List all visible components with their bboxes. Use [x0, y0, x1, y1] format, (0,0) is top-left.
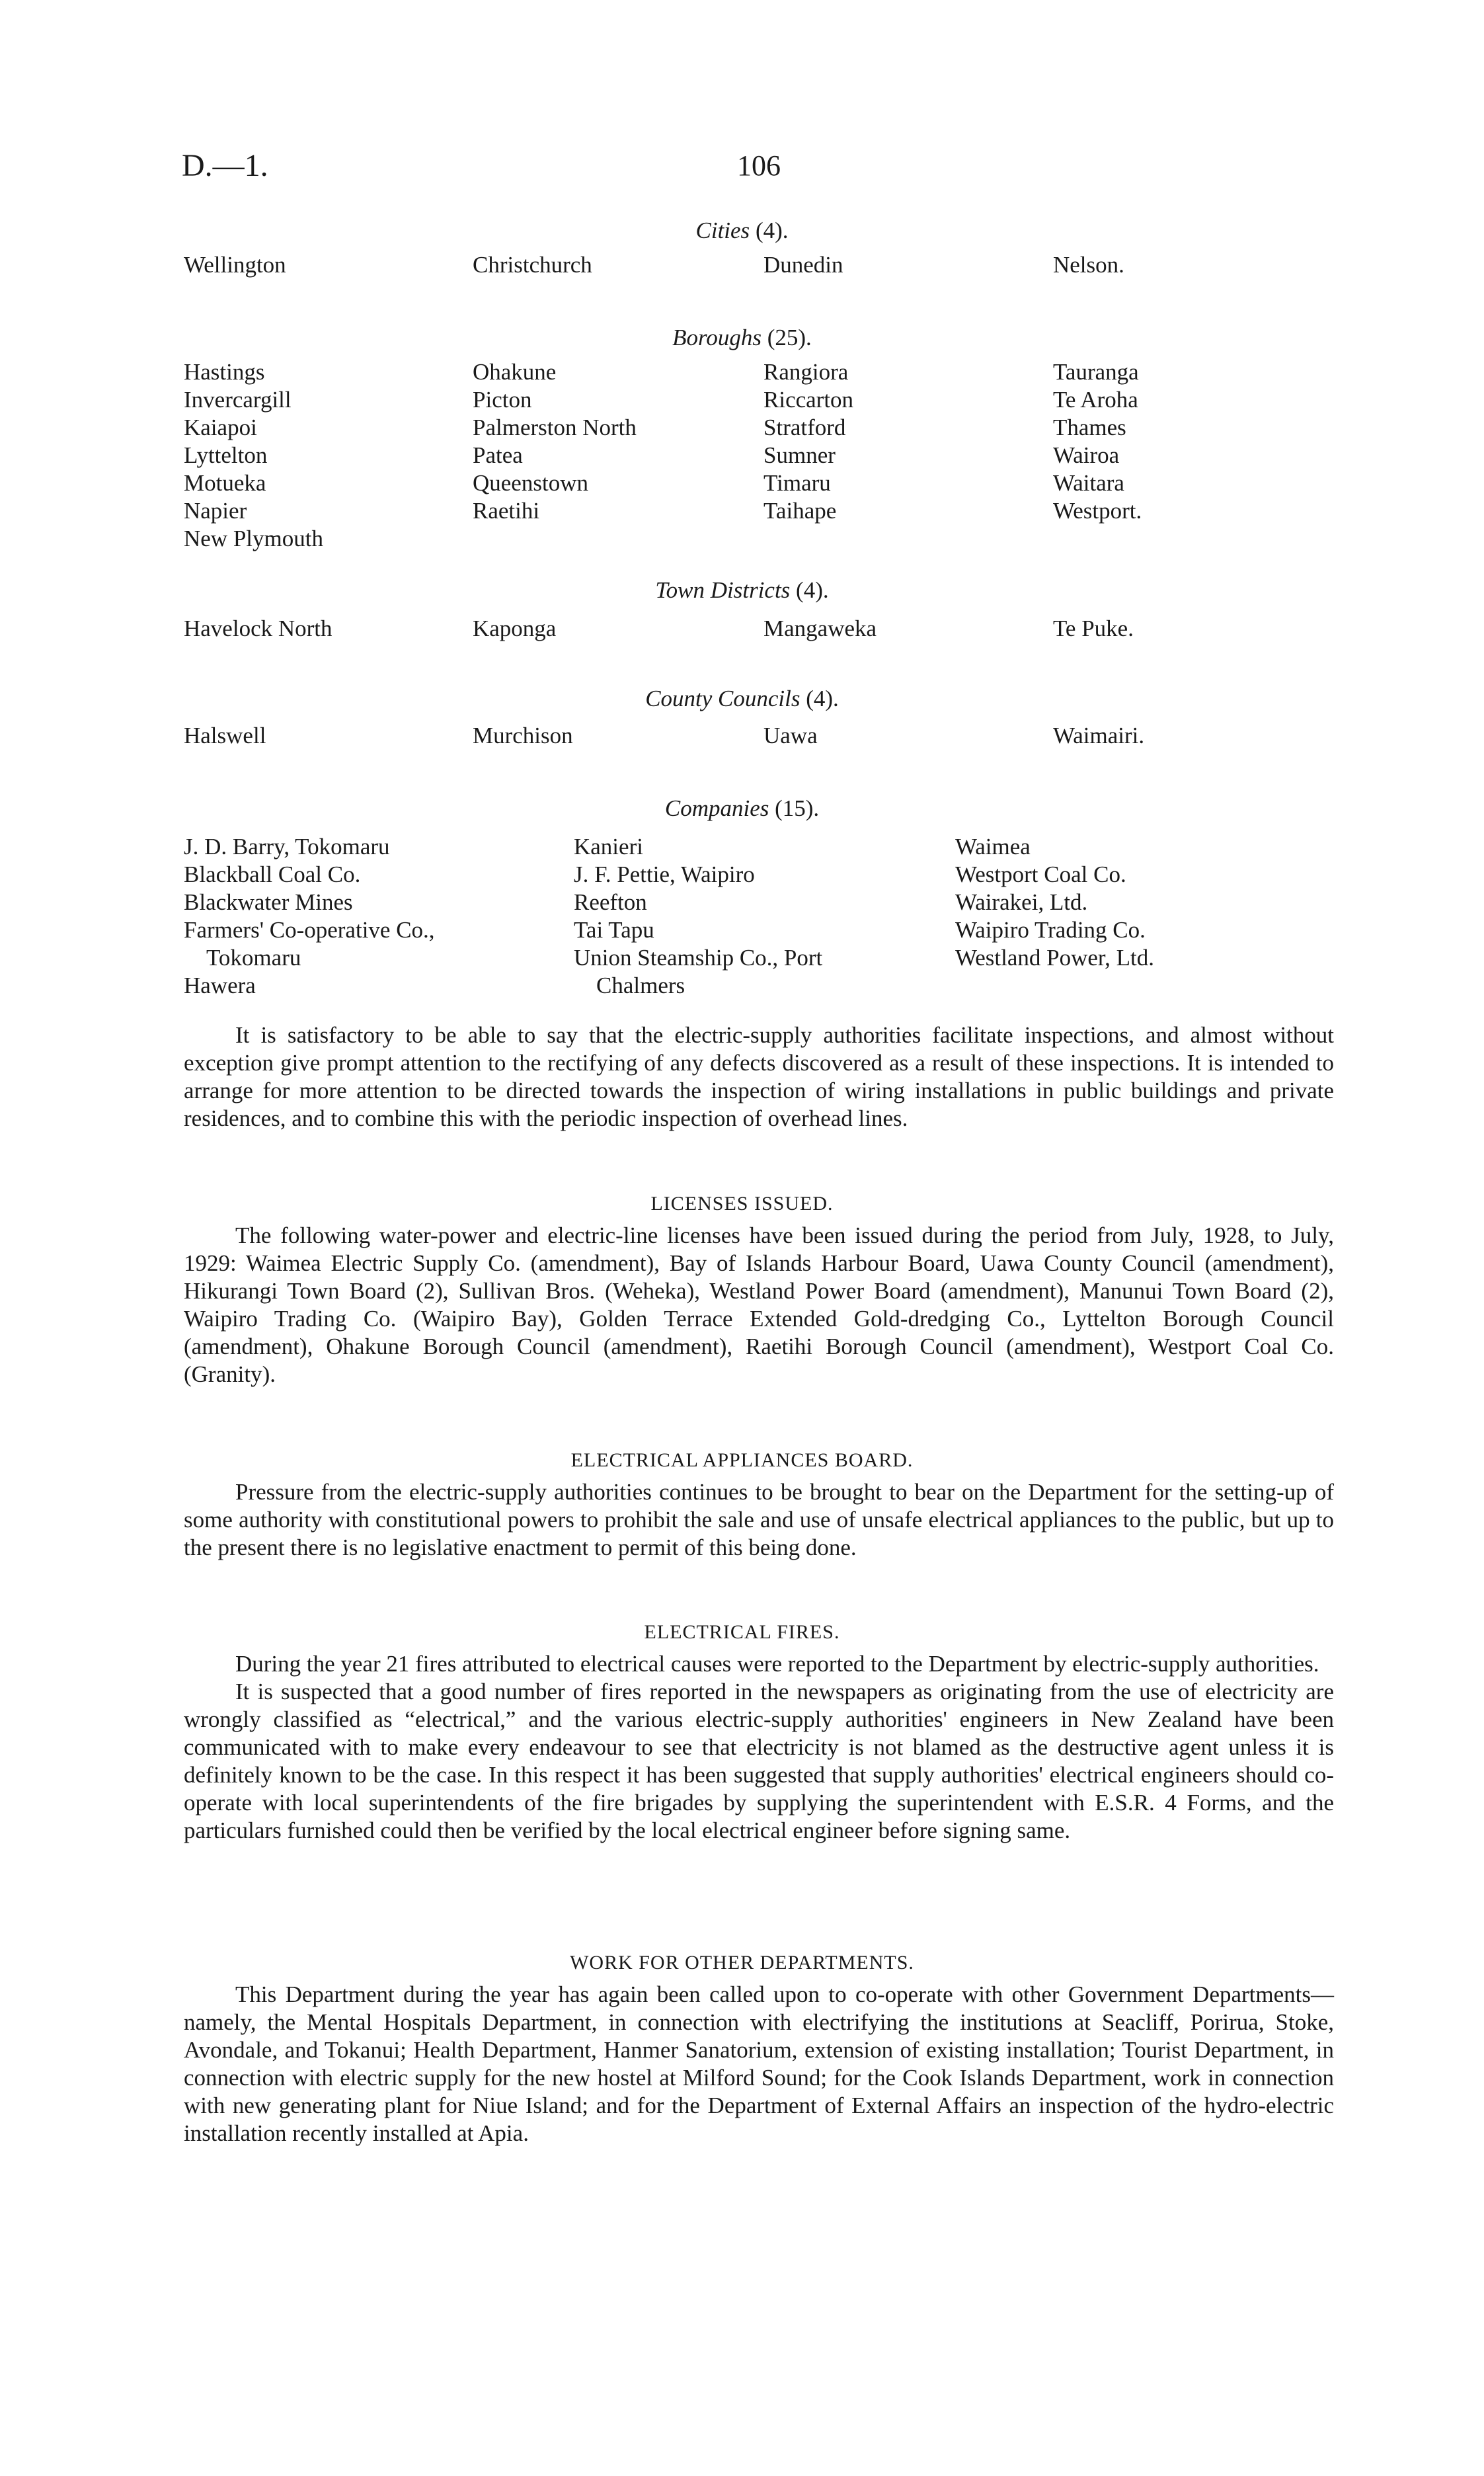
county-councils-col-1: [184, 722, 266, 750]
boroughs-title-label: Boroughs: [672, 325, 762, 350]
inspection-paragraph: [184, 1021, 1334, 1133]
list-item: Westport Coal Co.: [955, 861, 1126, 887]
list-item: Reefton: [574, 889, 647, 915]
town-districts-title: [0, 577, 1484, 604]
boroughs-count: (25).: [767, 325, 812, 350]
list-item: Te Puke.: [1053, 616, 1134, 641]
list-item: Hastings: [184, 359, 265, 385]
list-item: J. D. Barry, Tokomaru: [184, 834, 390, 859]
licenses-paragraph: [184, 1222, 1334, 1388]
other-departments-paragraph: [184, 1981, 1334, 2147]
county-councils-title: [0, 685, 1484, 713]
boroughs-col-2: [473, 358, 637, 525]
town-districts-col-3: [763, 615, 877, 643]
list-item: Timaru: [763, 470, 831, 496]
list-item: Hawera: [184, 973, 256, 998]
list-item: Blackball Coal Co.: [184, 861, 361, 887]
boroughs-col-4: [1053, 358, 1142, 525]
town-districts-col-4: [1053, 615, 1134, 643]
list-item: Dunedin: [763, 252, 843, 278]
list-item: Te Aroha: [1053, 387, 1138, 413]
list-item: Chalmers: [596, 973, 685, 998]
list-item: Kaiapoi: [184, 415, 257, 440]
list-item: Wellington: [184, 252, 286, 278]
town-districts-col-1: [184, 615, 332, 643]
companies-title: [0, 795, 1484, 822]
town-districts-col-2: [473, 615, 556, 643]
list-item: Union Steamship Co., Port: [574, 945, 823, 971]
cities-count: (4).: [755, 218, 789, 243]
list-item: Stratford: [763, 415, 846, 440]
list-item: New Plymouth: [184, 526, 323, 551]
list-item: Westland Power, Ltd.: [955, 945, 1155, 971]
list-item: Sumner: [763, 442, 836, 468]
companies-title-label: Companies: [664, 795, 769, 821]
list-item: Ohakune: [473, 359, 557, 385]
list-item: Invercargill: [184, 387, 292, 413]
fires-paragraph: [184, 1650, 1334, 1845]
county-councils-col-2: [473, 722, 573, 750]
paragraph-text: It is satisfactory to be able to say that the electric-supply authorities facilitate inspections, and almost without exception give prompt attention to the rectifying of any defects discovered as a result of these inspections. It is intended to arrange for more attention to be directed towards the inspection of wiring installations in public buildings and private residences, and to combine this with the periodic inspection of overhead lines.: [184, 1022, 1334, 1131]
county-councils-title-label: County Councils: [645, 686, 801, 711]
cities-col-1: [184, 251, 286, 279]
list-item: Nelson.: [1053, 252, 1124, 278]
cities-col-3: [763, 251, 843, 279]
companies-col-1: [184, 833, 435, 1000]
appliances-paragraph: [184, 1478, 1334, 1562]
county-councils-col-4: [1053, 722, 1144, 750]
companies-count: (15).: [775, 795, 820, 821]
list-item: Uawa: [763, 723, 818, 748]
list-item: Picton: [473, 387, 532, 413]
list-item: Blackwater Mines: [184, 889, 353, 915]
town-districts-count: (4).: [796, 577, 829, 603]
list-item: Waimairi.: [1053, 723, 1145, 748]
list-item: Tauranga: [1053, 359, 1139, 385]
cities-title: [0, 217, 1484, 245]
companies-col-3: [955, 833, 1154, 972]
list-item: Thames: [1053, 415, 1126, 440]
list-item: Mangaweka: [763, 616, 877, 641]
paragraph-text: This Department during the year has again been called upon to co-operate with other Government Departments—namely, the Mental Hospitals Department, in connection with electrifying the institutions at Seacliff, Porirua, Stoke, Avondale, and Tokanui; Health Department, Hanmer Sanatorium, extension of existing installation; Tourist Department, in connection with electric supply for the new hostel at Milford Sound; for the Cook Islands Department, work in connection with new generating plant for Niue Island; and for the Department of External Affairs an inspection of the hydro-electric installation recently installed at Apia.: [184, 1981, 1334, 2146]
list-item: Raetihi: [473, 498, 540, 524]
other-departments-heading: WORK FOR OTHER DEPARTMENTS.: [570, 1952, 914, 1974]
list-item: Waipiro Trading Co.: [955, 917, 1146, 943]
list-item: Kanieri: [574, 834, 643, 859]
document-code: D.—1.: [182, 148, 268, 183]
list-item: Tai Tapu: [574, 917, 654, 943]
county-councils-col-3: [763, 722, 818, 750]
cities-col-2: [473, 251, 592, 279]
list-item: Wairoa: [1053, 442, 1120, 468]
companies-col-2: [574, 833, 822, 1000]
list-item: Westport.: [1053, 498, 1142, 524]
licenses-heading: LICENSES ISSUED.: [650, 1193, 834, 1215]
county-councils-count: (4).: [806, 686, 839, 711]
list-item: Lyttelton: [184, 442, 268, 468]
paragraph-text: Pressure from the electric-supply authorities continues to be brought to bear on the Department for the setting-up of some authority with constitutional powers to prohibit the sale and use of unsafe electrical appliances to the public, but up to the present there is no legislative enactment to permit of this being done.: [184, 1479, 1334, 1560]
cities-title-label: Cities: [695, 218, 750, 243]
paragraph-text: It is suspected that a good number of fires reported in the newspapers as originating from the use of electricity are wrongly classified as “electrical,” and the various electric-supply authorities' engineers in New Zealand have been communicated with to make every endeavour to see that electricity is not blamed as the destructive agent unless it is definitely known to be the case. In this respect it has been suggested that supply authorities' electrical engineers should co-operate with local superintendents of the fire brigades by supplying the superintendent with E.S.R. 4 Forms, and the particulars furnished could then be verified by the local electrical engineer before signing same.: [184, 1679, 1334, 1843]
list-item: Havelock North: [184, 616, 332, 641]
list-item: Murchison: [473, 723, 573, 748]
boroughs-title: [0, 324, 1484, 352]
paragraph-text: During the year 21 fires attributed to electrical causes were reported to the Department by electric-supply authorities.: [235, 1651, 1319, 1677]
list-item: Waimea: [955, 834, 1031, 859]
list-item: Palmerston North: [473, 415, 637, 440]
list-item: Patea: [473, 442, 523, 468]
list-item: Halswell: [184, 723, 266, 748]
list-item: Tokomaru: [206, 945, 301, 971]
paragraph-text: The following water-power and electric-line licenses have been issued during the period from July, 1928, to July, 1929: Waimea Electric Supply Co. (amendment), Bay of Islands Harbour Board, Uawa County Council (amendment), Hikurangi Town Board (2), Sullivan Bros. (Weheka), Westland Power Board (amendment), Manunui Town Board (2), Waipiro Trading Co. (Waipiro Bay), Golden Terrace Extended Gold-dredging Co., Lyttelton Borough Council (amendment), Ohakune Borough Council (amendment), Raetihi Borough Council (amendment), Westport Coal Co. (Granity).: [184, 1222, 1334, 1387]
appliances-heading: ELECTRICAL APPLIANCES BOARD.: [570, 1449, 914, 1471]
fires-heading: ELECTRICAL FIRES.: [644, 1621, 840, 1643]
list-item: Christchurch: [473, 252, 592, 278]
list-item: Waitara: [1053, 470, 1124, 496]
boroughs-col-1: [184, 358, 323, 553]
cities-col-4: [1053, 251, 1124, 279]
list-item: Napier: [184, 498, 247, 524]
list-item: Kaponga: [473, 616, 557, 641]
list-item: Queenstown: [473, 470, 588, 496]
list-item: Motueka: [184, 470, 266, 496]
page-number: 106: [737, 149, 781, 182]
list-item: Riccarton: [763, 387, 854, 413]
list-item: Rangiora: [763, 359, 849, 385]
list-item: J. F. Pettie, Waipiro: [574, 861, 755, 887]
boroughs-col-3: [763, 358, 853, 525]
town-districts-title-label: Town Districts: [655, 577, 791, 603]
list-item: Wairakei, Ltd.: [955, 889, 1088, 915]
list-item: Taihape: [763, 498, 837, 524]
list-item: Farmers' Co-operative Co.,: [184, 917, 435, 943]
